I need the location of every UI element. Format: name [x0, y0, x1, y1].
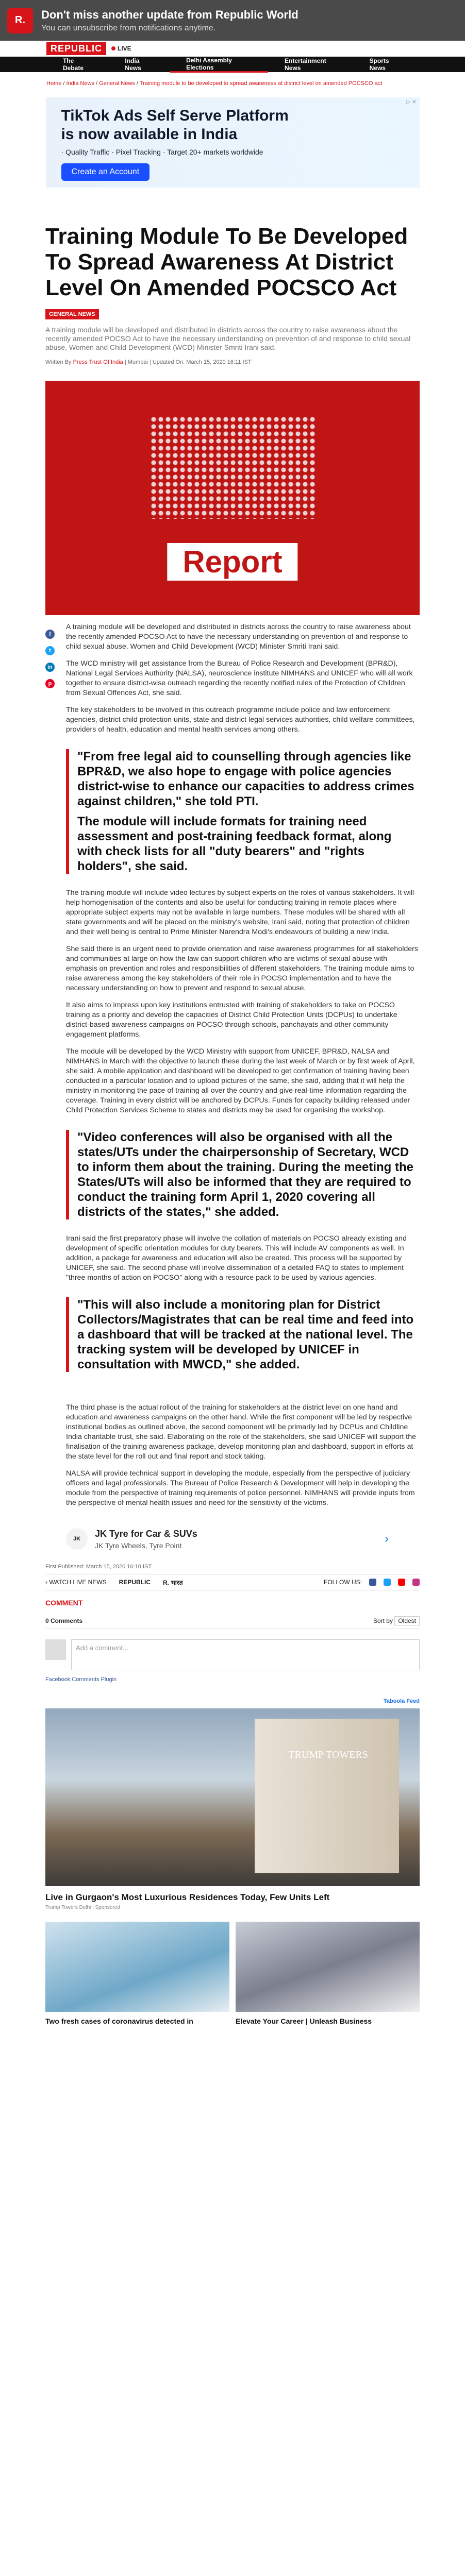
- jk-tyre-logo-icon: JK: [66, 1528, 88, 1550]
- pti-logo: [98, 416, 367, 581]
- recommended-caption-1[interactable]: Two fresh cases of coronavirus detected in: [45, 2017, 193, 2025]
- facebook-icon[interactable]: f: [45, 630, 55, 639]
- sort-control[interactable]: [373, 1617, 420, 1624]
- ad-features: · Quality Traffic · Pixel Tracking · Target 20+ markets worldwide: [61, 148, 263, 156]
- pull-quote: [66, 1297, 420, 1372]
- breadcrumb-home[interactable]: Home: [46, 80, 62, 87]
- pull-quote: [66, 749, 420, 874]
- recommended-captions: [45, 2017, 420, 2025]
- live-indicator[interactable]: [111, 45, 131, 52]
- nav-item-entertainment[interactable]: Entertainment News: [285, 57, 326, 72]
- nav-item-debate[interactable]: The Debate: [63, 57, 84, 72]
- taboola-text: Taboola Feed: [383, 1698, 420, 1704]
- recommended-image-2[interactable]: [236, 1922, 420, 2012]
- byline: [45, 359, 420, 365]
- comments-count: 0 Comments: [45, 1617, 83, 1624]
- ad-choices-icon[interactable]: ▷ ✕: [406, 99, 417, 105]
- paragraph: The third phase is the actual rollout of the training for stakeholders at the district level on one hand and education and awareness campaigns on the other hand. While the first component will be led by respective institutional bodies as outlined above, the second component will be primarily led by DCPUs and Childline India charitable trust, she said. Elaborating on the role of the stakeholders, she said UNICEF will support the finalisation of the training awareness package, develop monitoring plan and dashboard, support in efforts at the state level for the roll out and final report and stock taking.: [66, 1403, 416, 1461]
- twitter-icon[interactable]: t: [45, 646, 55, 655]
- promo-caption[interactable]: Live in Gurgaon's Most Luxurious Residences Today, Few Units Left: [45, 1892, 330, 1902]
- breadcrumb-general[interactable]: General News: [99, 80, 135, 87]
- pinterest-icon[interactable]: p: [45, 679, 55, 688]
- instagram-icon[interactable]: [412, 1579, 420, 1586]
- jk-tyre-ad[interactable]: [45, 1523, 420, 1554]
- republic-link[interactable]: REPUBLIC: [119, 1579, 151, 1586]
- paragraph: The key stakeholders to be involved in this outreach programme include police and law enforcement agencies, district child protection units, state and district legal services authorities, child welfare committees, providers of health, education and mental health services among others.: [66, 706, 415, 734]
- breadcrumb-current[interactable]: Training module to be developed to spread awareness at district level on amended POCSCO act: [139, 80, 383, 87]
- facebook-icon[interactable]: [369, 1579, 376, 1586]
- building-image: [255, 1719, 399, 1873]
- quote-text: "From free legal aid to counselling through agencies like BPR&D, we also hope to engage with police agencies district-wise to enhance our capacities to address crimes against children," she told PTI.: [77, 750, 414, 808]
- paragraph: The training module will include video lectures by subject experts on the roles of various stakeholders. It will help homogenisation of the contents and also be useful for conducting training in remote places where appropriate subject experts may not be available in large numbers. These modules will be shared with all state governments and will be placed on the ministry's website, Irani said, noting that protection of children and their well being is central to Prime Minister Narendra Modi's endeavours of building a new India.: [66, 889, 414, 936]
- nav-item-sports[interactable]: Sports News: [369, 57, 389, 72]
- notification-banner[interactable]: [0, 0, 465, 41]
- follow-us: [324, 1579, 420, 1586]
- published-date: First Published: March 15, 2020 16:10 IST: [45, 1564, 152, 1570]
- breadcrumb: Home / India News / General News / Training module to be developed to spread awareness at district level on amended POCSCO act: [0, 72, 465, 92]
- recommended-image-1[interactable]: [45, 1922, 229, 2012]
- ad2-title: JK Tyre for Car & SUVs: [95, 1528, 197, 1539]
- byline-prefix: Written By: [45, 359, 72, 365]
- nav-item-delhi-elections[interactable]: Delhi Assembly Elections: [170, 57, 268, 73]
- taboola-label[interactable]: [45, 1698, 420, 1704]
- live-label: LIVE: [118, 45, 131, 52]
- brand-logo[interactable]: REPUBLIC: [46, 42, 106, 55]
- comment-box: [45, 1639, 420, 1670]
- republic-logo-icon: R.: [7, 8, 33, 33]
- paragraph: NALSA will provide technical support in developing the module, especially from the perspective of judiciary officers and legal professionals. The Bureau of Police Research & Development will help in developing the module from the perspective of training requirements of police personnel. NIMHANS will provide inputs from the perspective of mental health issues and need for the sensitivity of the victims.: [66, 1469, 415, 1507]
- nav-item-india-news[interactable]: India News: [125, 57, 141, 72]
- promo-image[interactable]: [45, 1708, 420, 1886]
- article-dek: A training module will be developed and distributed in districts across the country to raise awareness about the recently amended POCSO Act to have the necessary understanding on prevention of and response to child sexual abuse, Women and Child Development (WCD) Minister Smriti Irani said.: [45, 326, 411, 351]
- watch-live-link[interactable]: › WATCH LIVE NEWS: [45, 1579, 107, 1586]
- category-tag[interactable]: GENERAL NEWS: [45, 309, 99, 319]
- quote-text: "This will also include a monitoring plan for District Collectors/Magistrates that can be real time and feed into a dashboard that will be tracked at the national level. The tracking system will be developed by UNICEF in consultation with MWCD," she added.: [77, 1298, 414, 1371]
- linkedin-icon[interactable]: in: [45, 663, 55, 672]
- recommended-grid: [45, 1922, 420, 2012]
- tiktok-ad[interactable]: [46, 97, 420, 188]
- recommended-caption-2[interactable]: Elevate Your Career | Unleash Business: [236, 2017, 372, 2025]
- bharat-link[interactable]: R. भारत: [163, 1579, 183, 1586]
- article-title: Training Module To Be Developed To Spread Awareness At District Level On Amended POCSCO Act: [45, 224, 408, 300]
- notification-subtitle: You can unsubscribe from notifications anytime.: [41, 23, 216, 32]
- article-body: [45, 622, 420, 1508]
- ad2-subtitle: JK Tyre Wheels, Tyre Point: [95, 1541, 182, 1550]
- live-dot-icon: [111, 46, 115, 50]
- paragraph: She said there is an urgent need to provide orientation and raise awareness programmes for all stakeholders and communities at large on how the law can support children who are victims of sexual abuse with emphasis on prevention and roles and responsibilities of different stakeholders. The training module aims to raise awareness among the key stakeholders of their role in POCSO implementation and to have the necessary understanding on how to prevent and respond to sexual abuse.: [66, 945, 418, 992]
- comments-heading: COMMENT: [45, 1599, 83, 1607]
- pull-quote: [66, 1130, 420, 1219]
- ad-headline-2: is now available in India: [61, 126, 238, 143]
- paragraph: It also aims to impress upon key institutions entrusted with training of stakeholders to take on POCSO training as a priority and develop the capacities of District Child Protection Units (DCPUs) to undertake district-based awareness campaigns on POCSO through schools, panchayats and other community engagement platforms.: [66, 1001, 397, 1039]
- report-label: Report: [167, 543, 297, 581]
- trump-towers-logo: TRUMP TOWERS: [288, 1749, 368, 1760]
- paragraph: The WCD ministry will get assistance from the Bureau of Police Research and Development (BPR&D), National Legal Services Authority (NALSA), neuroscience institute NIMHANS and UNICEF who will all work together to ensure district-wise outreach regarding the recently notified rules of the Protection of Children from Sexual Offences Act, she said.: [66, 659, 413, 697]
- ad-cta-button[interactable]: Create an Account: [61, 163, 150, 181]
- paragraph: A training module will be developed and distributed in districts across the country to raise awareness about the recently amended POCSO Act to have the necessary understanding on prevention of and response to child sexual abuse, Women and Child Development (WCD) Minister Smriti Irani said.: [66, 623, 411, 651]
- follow-label: FOLLOW US:: [323, 1579, 362, 1586]
- sort-label: Sort by: [373, 1617, 393, 1624]
- paragraph: The module will be developed by the WCD Ministry with support from UNICEF, BPR&D, NALSA and NIMHANS in March with the objective to launch these during the last week of March or by first week of April, she said. A mobile application and dashboard will be developed to get confirmation of training having been conducted in a particular location and to upload pictures of the same, she said, adding that it will help the ministry in monitoring the pace of training all over the country and give real-time information regarding the coverage. Training in every district will be anchored by DCPUs. Funds for capacity building released under Child Protection Services Scheme to states and districts may be used for organising the workshop.: [66, 1047, 415, 1114]
- chevron-right-icon[interactable]: ›: [385, 1532, 389, 1546]
- paragraph: Irani said the first preparatory phase will involve the collation of materials on POCSO already existing and development of specific orientation modules for duty bearers. This will include AV components as well. In addition, a package for awareness and education will also be created. This process will be supported by UNICEF, she said. The second phase will involve dissemination of a detailed FAQ to states to implement "three months of action on POCSO" along with a resource pack to be used by various agencies.: [66, 1234, 407, 1282]
- avatar: [45, 1639, 66, 1660]
- twitter-icon[interactable]: [384, 1579, 391, 1586]
- article-footer: [45, 1574, 420, 1590]
- ad-headline-1: TikTok Ads Self Serve Platform: [61, 107, 289, 124]
- quote-text: "Video conferences will also be organised with all the states/UTs under the chairpersonship of Secretary, WCD to inform them about the training. During the meeting the States/UTs will also be informed that they are required to conduct the training form April 1, 2020 covering all districts of the states," she added.: [77, 1130, 413, 1219]
- top-bar: [0, 41, 465, 57]
- hero-image: [45, 381, 420, 615]
- comments-bar: [45, 1613, 420, 1629]
- promo-sponsor: Trump Towers Delhi | Sponsored: [45, 1905, 120, 1910]
- sort-select[interactable]: Oldest: [394, 1616, 420, 1625]
- breadcrumb-india[interactable]: India News: [66, 80, 94, 87]
- notification-title: Don't miss another update from Republic World: [41, 8, 298, 21]
- pti-dots-icon: [150, 416, 315, 519]
- quote-text: The module will include formats for training need assessment and post-training feedback format, along with check lists for all "duty bearers" and "rights holders", she said.: [77, 815, 392, 873]
- facebook-plugin-link[interactable]: Facebook Comments Plugin: [45, 1676, 117, 1683]
- author-link[interactable]: Press Trust Of India: [73, 359, 123, 365]
- byline-date: | Mumbai | Updated On: March 15, 2020 16:11 IST: [124, 359, 252, 365]
- share-bar: [45, 630, 56, 696]
- youtube-icon[interactable]: [398, 1579, 405, 1586]
- main-nav: [0, 57, 465, 72]
- comment-input[interactable]: Add a comment...: [71, 1639, 420, 1670]
